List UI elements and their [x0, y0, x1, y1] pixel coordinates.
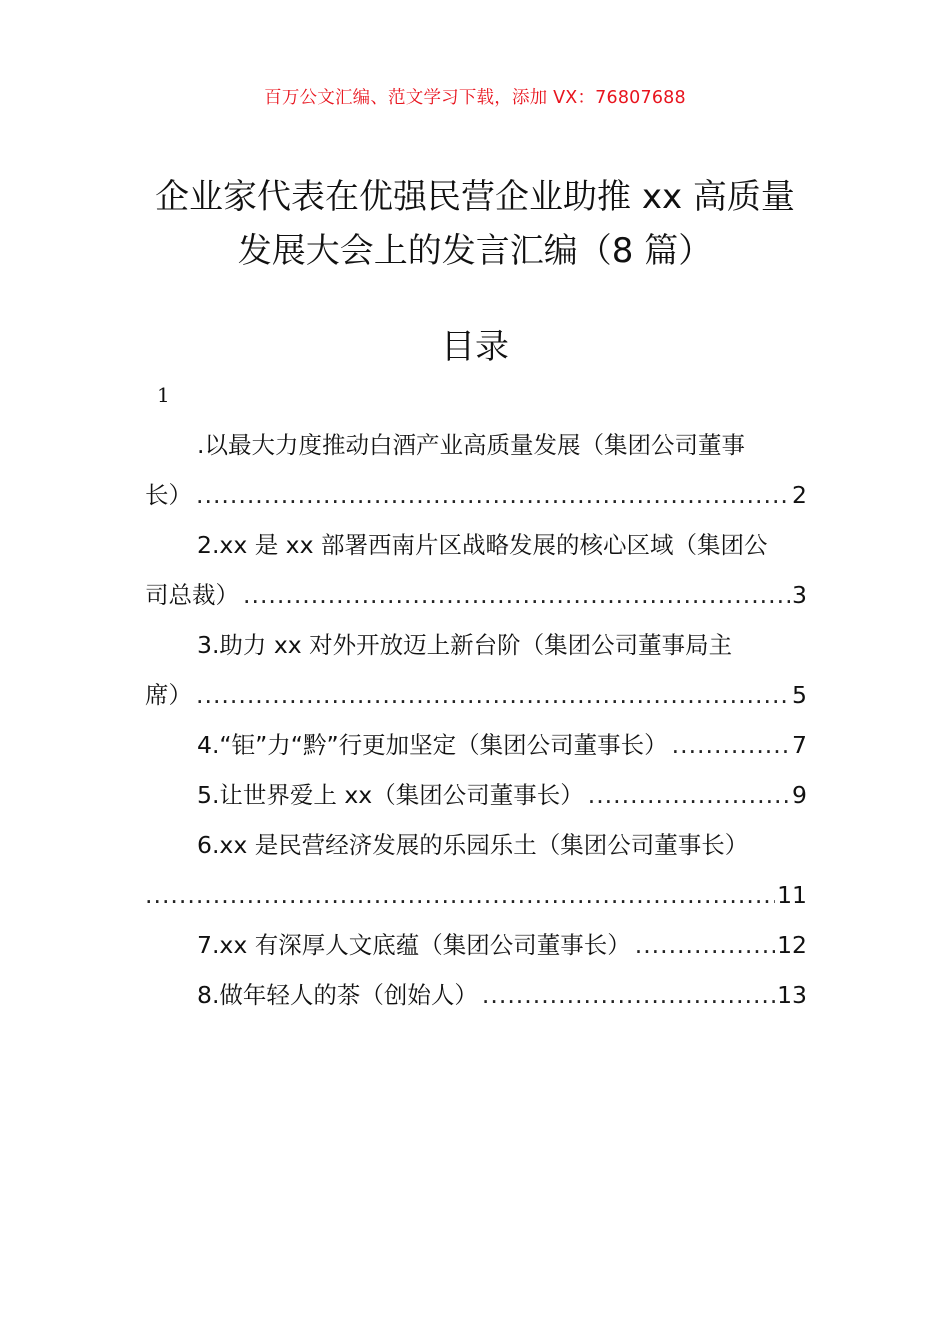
toc-entry-5[interactable]: [145, 770, 807, 820]
toc-entry-page: 5: [792, 681, 807, 709]
document-title-line-2: 发展大会上的发言汇编（8 篇）: [237, 231, 713, 271]
toc-entry-title: 2.xx 是 xx 部署西南片区战略发展的核心区域（集团公: [197, 531, 768, 559]
toc-entry-4[interactable]: [145, 720, 807, 770]
toc-entry-title: 6.xx 是民营经济发展的乐园乐土（集团公司董事长）: [197, 831, 749, 859]
document-title: [120, 170, 830, 278]
toc-entry-8[interactable]: [145, 970, 807, 1020]
toc-entry-title-continued: 席）: [145, 681, 192, 709]
toc-entry-3-line-2[interactable]: [145, 670, 807, 720]
toc-entry-page: 9: [792, 781, 807, 809]
dot-leader: [588, 770, 790, 820]
toc-entry-title-continued: 司总裁）: [145, 581, 239, 609]
toc-entry-title: 8.做年轻人的茶（创始人）: [197, 981, 478, 1009]
page-number: 1: [157, 383, 170, 407]
toc-entry-2-line-2[interactable]: [145, 570, 807, 620]
toc-entry-page: 7: [792, 731, 807, 759]
table-of-contents: [145, 420, 807, 1020]
toc-entry-title: 3.助力 xx 对外开放迈上新台阶（集团公司董事局主: [197, 631, 733, 659]
toc-entry-3-line-1[interactable]: [145, 620, 807, 670]
dot-leader: [145, 870, 775, 920]
dot-leader: [243, 570, 790, 620]
toc-entry-title: .以最大力度推动白酒产业高质量发展（集团公司董事: [197, 431, 745, 459]
toc-entry-title: 7.xx 有深厚人文底蕴（集团公司董事长）: [197, 931, 631, 959]
dot-leader: [672, 720, 790, 770]
toc-entry-title: 5.让世界爱上 xx（集团公司董事长）: [197, 781, 584, 809]
toc-heading: 目录: [441, 327, 509, 367]
dot-leader: [196, 470, 790, 520]
toc-entry-1-line-1[interactable]: [145, 420, 807, 470]
toc-entry-page: 13: [777, 981, 807, 1009]
toc-entry-2-line-1[interactable]: [145, 520, 807, 570]
toc-entry-7[interactable]: [145, 920, 807, 970]
toc-entry-6-line-2[interactable]: [145, 870, 807, 920]
dot-leader: [482, 970, 775, 1020]
toc-entry-page: 11: [777, 881, 807, 909]
toc-entry-title: 4.“钜”力“黔”行更加坚定（集团公司董事长）: [197, 731, 668, 759]
dot-leader: [196, 670, 790, 720]
toc-entry-page: 12: [777, 931, 807, 959]
toc-entry-6-line-1[interactable]: [145, 820, 807, 870]
dot-leader: [635, 920, 775, 970]
toc-entry-title-continued: 长）: [145, 481, 192, 509]
header-watermark-text: 百万公文汇编、范文学习下载，添加 VX：76807688: [264, 88, 686, 108]
toc-entry-page: 2: [792, 481, 807, 509]
document-title-line-1: 企业家代表在优强民营企业助推 xx 高质量: [155, 177, 795, 217]
toc-entry-1-line-2[interactable]: [145, 470, 807, 520]
toc-entry-page: 3: [792, 581, 807, 609]
